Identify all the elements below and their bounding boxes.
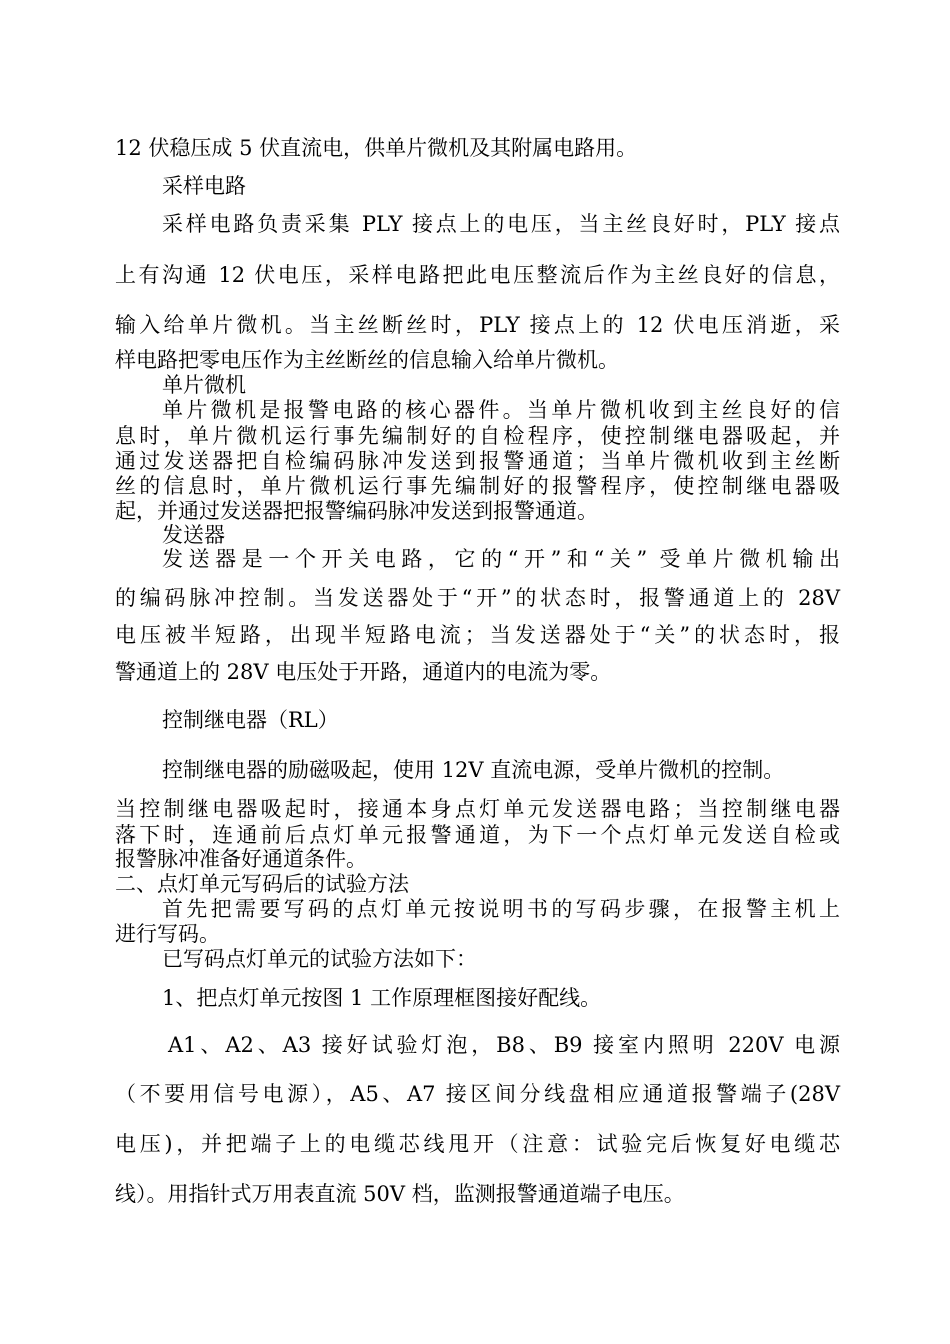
paragraph-line: 通过发送器把自检编码脉冲发送到报警通道；当单片微机收到主丝断 <box>115 449 840 473</box>
paragraph-line: 已写码点灯单元的试验方法如下： <box>162 947 477 971</box>
paragraph-line: 息时，单片微机运行事先编制好的自检程序，使控制继电器吸起，并 <box>115 424 840 448</box>
paragraph-line: 样电路把零电压作为主丝断丝的信息输入给单片微机。 <box>115 348 619 372</box>
paragraph-line: 上有沟通 12 伏电压，采样电路把此电压整流后作为主丝良好的信息， <box>115 263 840 287</box>
paragraph-line: 当控制继电器吸起时，接通本身点灯单元发送器电路；当控制继电器 <box>115 797 840 821</box>
paragraph-line: 采样电路负责采集 PLY 接点上的电压，当主丝良好时，PLY 接点 <box>162 212 840 236</box>
section-heading: 发送器 <box>162 523 225 547</box>
section-heading: 二、点灯单元写码后的试验方法 <box>115 872 409 896</box>
paragraph-line: A1、A2、A3 接好试验灯泡，B8、B9 接室内照明 220V 电源 <box>168 1033 840 1057</box>
paragraph-line: 线）。用指针式万用表直流 50V 档，监测报警通道端子电压。 <box>115 1182 685 1206</box>
paragraph-line: 12 伏稳压成 5 伏直流电，供单片微机及其附属电路用。 <box>115 136 638 160</box>
paragraph-line: 警通道上的 28V 电压处于开路，通道内的电流为零。 <box>115 660 612 684</box>
paragraph-line: 落下时，连通前后点灯单元报警通道，为下一个点灯单元发送自检或 <box>115 823 840 847</box>
paragraph-line: 首先把需要写码的点灯单元按说明书的写码步骤，在报警主机上 <box>162 897 840 921</box>
paragraph-line: （不要用信号电源），A5、A7 接区间分线盘相应通道报警端子(28V <box>115 1082 840 1106</box>
paragraph-line: 起，并通过发送器把报警编码脉冲发送到报警通道。 <box>115 499 598 523</box>
section-heading: 采样电路 <box>162 174 246 198</box>
paragraph-line: 输入给单片微机。当主丝断丝时，PLY 接点上的 12 伏电压消逝，采 <box>115 313 840 337</box>
paragraph-line: 报警脉冲准备好通道条件。 <box>115 847 367 871</box>
paragraph-line: 的编码脉冲控制。当发送器处于“开”的状态时，报警通道上的 28V <box>115 586 840 610</box>
paragraph-line: 进行写码。 <box>115 922 220 946</box>
paragraph-line: 发送器是一个开关电路，它的“开”和“关” 受单片微机输出 <box>162 547 840 571</box>
paragraph-line: 电压被半短路，出现半短路电流；当发送器处于“关”的状态时，报 <box>115 623 840 647</box>
paragraph-line: 1、把点灯单元按图 1 工作原理框图接好配线。 <box>162 986 602 1010</box>
section-heading: 单片微机 <box>162 373 246 397</box>
section-heading: 控制继电器（RL） <box>162 708 339 732</box>
paragraph-line: 控制继电器的励磁吸起，使用 12V 直流电源，受单片微机的控制。 <box>162 758 785 782</box>
paragraph-line: 单片微机是报警电路的核心器件。当单片微机收到主丝良好的信 <box>162 398 840 422</box>
paragraph-line: 电压)，并把端子上的电缆芯线甩开（注意：试验完后恢复好电缆芯 <box>115 1132 840 1156</box>
paragraph-line: 丝的信息时，单片微机运行事先编制好的报警程序，使控制继电器吸 <box>115 474 840 498</box>
